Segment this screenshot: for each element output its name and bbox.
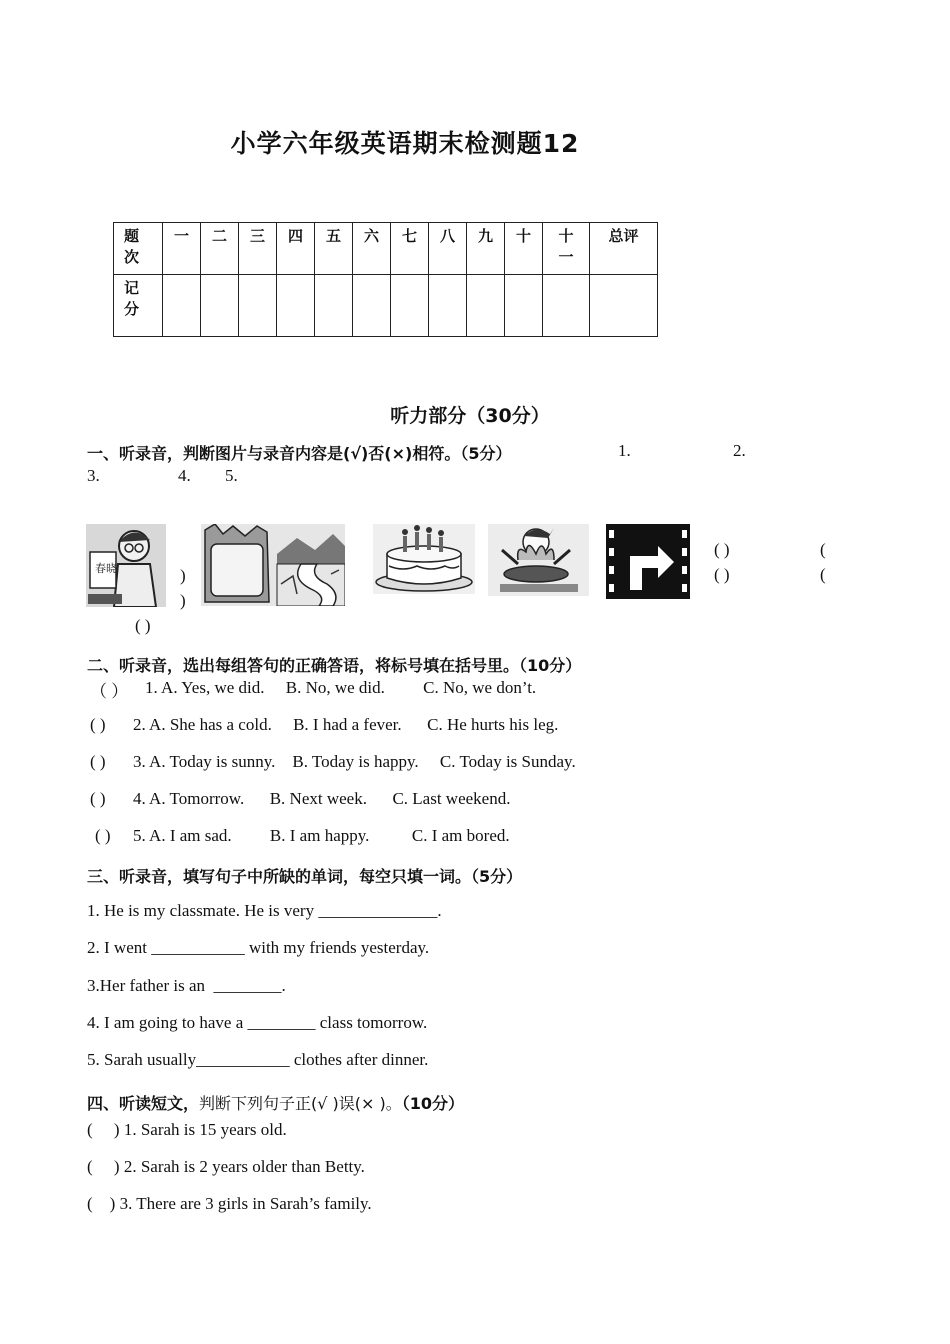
score-cell[interactable] — [429, 275, 467, 337]
score-cell[interactable] — [315, 275, 353, 337]
answer-bracket[interactable]: ( ) — [135, 616, 151, 635]
score-cell[interactable] — [239, 275, 277, 337]
section4-heading-rest: 判断下列句子正(√ )误(× )。 — [199, 1094, 402, 1113]
fill-blank-line: 2. I went ___________ with my friends yesterday. — [87, 938, 430, 957]
col-6: 六 — [353, 223, 391, 275]
question-line: 1. A. Yes, we did. B. No, we did. C. No, we don’t. — [145, 678, 537, 697]
score-cell[interactable] — [163, 275, 201, 337]
score-cell[interactable] — [277, 275, 315, 337]
fill-blank-line: 4. I am going to have a ________ class tomorrow. — [87, 1013, 428, 1032]
row-header-jifen: 记 分 — [114, 275, 163, 337]
svg-text:春晓: 春晓 — [95, 562, 117, 575]
fill-blank-line: 3.Her father is an ________. — [87, 976, 286, 995]
landscape-river-icon — [201, 524, 345, 606]
answer-paren[interactable]: ( ) — [95, 826, 111, 845]
col-3: 三 — [239, 223, 277, 275]
col-4: 四 — [277, 223, 315, 275]
question-line: 4. A. Tomorrow. B. Next week. C. Last weekend. — [133, 789, 511, 808]
section1-num: 2. — [733, 441, 746, 460]
col-10: 十 — [505, 223, 543, 275]
true-false-line: ( ) 1. Sarah is 15 years old. — [87, 1120, 287, 1139]
answer-bracket[interactable]: ( ) — [714, 540, 730, 559]
score-cell[interactable] — [590, 275, 658, 337]
section4-heading-points: （10分） — [401, 1094, 465, 1113]
section1-num: 1. — [618, 441, 631, 460]
answer-bracket[interactable]: ) — [180, 566, 186, 585]
col-5: 五 — [315, 223, 353, 275]
col-7: 七 — [391, 223, 429, 275]
fill-blank-line: 1. He is my classmate. He is very ______________. — [87, 901, 442, 920]
score-cell[interactable] — [467, 275, 505, 337]
score-cell[interactable] — [391, 275, 429, 337]
answer-bracket[interactable]: ( — [820, 540, 826, 559]
answer-paren[interactable]: ( ) — [90, 789, 106, 808]
answer-bracket[interactable]: ( ) — [714, 565, 730, 584]
section3-heading: 三、听录音，填写句子中所缺的单词，每空只填一词。（5分） — [87, 867, 523, 886]
listening-title: 听力部分（30分） — [390, 405, 550, 427]
boy-cooking-icon — [488, 524, 589, 596]
true-false-line: ( ) 2. Sarah is 2 years older than Betty. — [87, 1157, 365, 1176]
col-1: 一 — [163, 223, 201, 275]
section2-heading: 二、听录音，选出每组答句的正确答语，将标号填在括号里。（10分） — [87, 656, 582, 675]
score-cell[interactable] — [201, 275, 239, 337]
answer-paren[interactable]: （ ） — [90, 682, 129, 701]
score-cell[interactable] — [505, 275, 543, 337]
answer-bracket[interactable]: ( — [820, 565, 826, 584]
col-2: 二 — [201, 223, 239, 275]
section1-num: 3. — [87, 466, 100, 485]
col-11: 十 一 — [543, 223, 590, 275]
section4-heading-bold: 四、听读短文， — [87, 1094, 200, 1113]
score-table-score-row — [114, 275, 658, 337]
question-line: 5. A. I am sad. B. I am happy. C. I am bored. — [133, 826, 510, 845]
col-9: 九 — [467, 223, 505, 275]
score-cell[interactable] — [353, 275, 391, 337]
birthday-cake-icon — [373, 524, 475, 594]
col-total: 总评 — [590, 223, 658, 275]
score-cell[interactable] — [543, 275, 590, 337]
turn-right-sign-icon — [606, 524, 690, 599]
score-table — [113, 222, 658, 337]
score-table-header-row — [114, 223, 658, 275]
col-8: 八 — [429, 223, 467, 275]
question-line: 3. A. Today is sunny. B. Today is happy. C. Today is Sunday. — [133, 752, 576, 771]
section1-num: 4. — [178, 466, 191, 485]
section1-num: 5. — [225, 466, 238, 485]
teacher-reading-icon — [86, 524, 166, 607]
answer-bracket[interactable]: ) — [180, 591, 186, 610]
page-title: 小学六年级英语期末检测题12 — [230, 129, 580, 158]
question-line: 2. A. She has a cold. B. I had a fever. C. He hurts his leg. — [133, 715, 559, 734]
answer-paren[interactable]: ( ) — [90, 715, 106, 734]
section4-heading — [87, 1091, 464, 1114]
row-header-tici: 题 次 — [114, 223, 163, 275]
fill-blank-line: 5. Sarah usually___________ clothes after dinner. — [87, 1050, 429, 1069]
answer-paren[interactable]: ( ) — [90, 752, 106, 771]
true-false-line: ( ) 3. There are 3 girls in Sarah’s family. — [87, 1194, 372, 1213]
section1-heading: 一、听录音，判断图片与录音内容是(√)否(×)相符。（5分） — [87, 444, 512, 463]
